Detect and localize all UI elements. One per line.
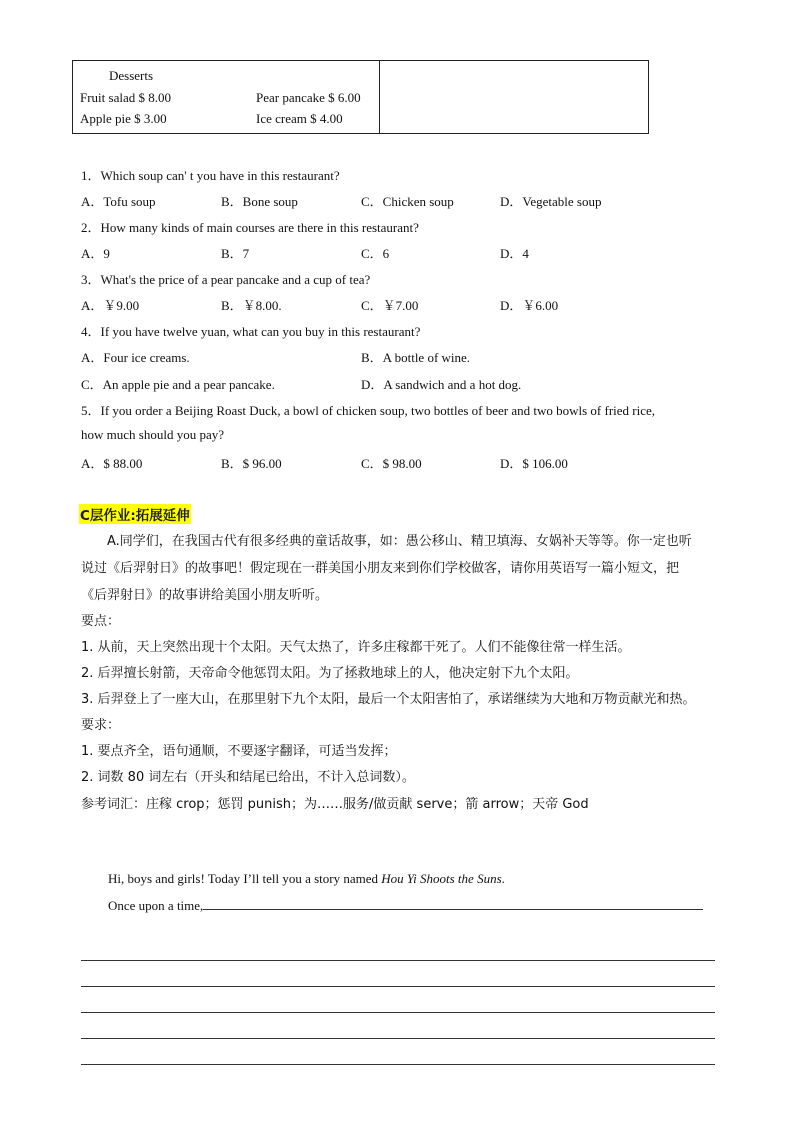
intro-line-1: A.同学们，在我国古代有很多经典的童话故事，如：愚公移山、精卫填海、女娲补天等等。你一定也听 [107, 534, 692, 549]
option-5d: D．$ 106.00 [500, 456, 568, 471]
option-1d: D．Vegetable soup [500, 194, 602, 209]
point-3: 3. 后羿登上了一座大山，在那里射下九个太阳，最后一个太阳害怕了，承诺继续为大地和万物贡献光和热。 [81, 692, 696, 707]
answer-line[interactable] [81, 1012, 715, 1013]
option-2d: D．4 [500, 246, 529, 261]
once-upon-line [108, 897, 703, 914]
requirements-label: 要求： [81, 718, 121, 733]
menu-table [72, 60, 649, 134]
menu-divider [379, 61, 380, 133]
vocab-line: 参考词汇：庄稼 crop；惩罚 punish；为……服务/做贡献 serve；箭 arrow；天帝 God [81, 797, 589, 812]
intro-line-2: 说过《后羿射日》的故事吧！假定现在一群美国小朋友来到你们学校做客，请你用英语写一篇小短文，把 [81, 561, 680, 576]
point-2: 2. 后羿擅长射箭，天帝命令他惩罚太阳。为了拯救地球上的人，他决定射下九个太阳。 [81, 666, 579, 681]
option-3a: A．￥9.00 [81, 298, 140, 313]
question-3: 3．What's the price of a pear pancake and a cup of tea? [81, 272, 371, 287]
option-4c: C．An apple pie and a pear pancake. [81, 377, 275, 392]
question-5-line2: how much should you pay? [81, 427, 224, 442]
option-2c: C．6 [361, 246, 390, 261]
requirement-1: 1. 要点齐全，语句通顺，不要逐字翻译，可适当发挥； [81, 744, 397, 759]
answer-line[interactable] [81, 960, 715, 961]
question-1: 1．Which soup can' t you have in this restaurant? [81, 168, 340, 183]
menu-item: Fruit salad $ 8.00 [80, 90, 171, 105]
option-1b: B．Bone soup [221, 194, 298, 209]
option-5a: A．$ 88.00 [81, 456, 143, 471]
points-label: 要点： [81, 614, 121, 629]
section-c-tag: C层作业:拓展延伸 [79, 504, 191, 524]
option-3d: D．￥6.00 [500, 298, 559, 313]
opening-suffix: . [501, 871, 505, 886]
option-3b: B．￥8.00. [221, 298, 282, 313]
option-4b: B．A bottle of wine. [361, 350, 471, 365]
answer-line[interactable] [81, 986, 715, 987]
answer-line[interactable] [81, 1038, 715, 1039]
menu-heading: Desserts [109, 68, 154, 83]
menu-item: Apple pie $ 3.00 [80, 111, 167, 126]
option-4a: A．Four ice creams. [81, 350, 190, 365]
story-title: Hou Yi Shoots the Suns [381, 871, 502, 886]
option-4d: D．A sandwich and a hot dog. [361, 377, 522, 392]
menu-item: Ice cream $ 4.00 [256, 111, 343, 126]
option-2b: B．7 [221, 246, 250, 261]
option-5b: B．$ 96.00 [221, 456, 282, 471]
requirement-2: 2. 词数 80 词左右（开头和结尾已给出，不计入总词数）。 [81, 770, 415, 785]
answer-blank-inline[interactable] [203, 897, 703, 910]
intro-line-3: 《后羿射日》的故事讲给美国小朋友听听。 [81, 588, 329, 603]
option-1c: C．Chicken soup [361, 194, 454, 209]
option-1a: A．Tofu soup [81, 194, 156, 209]
opening-prefix: Hi, boys and girls! Today I’ll tell you a story named [108, 871, 382, 886]
opening-sentence [108, 871, 505, 887]
option-2a: A．9 [81, 246, 110, 261]
point-1: 1. 从前，天上突然出现十个太阳。天气太热了，许多庄稼都干死了。人们不能像往常一样生活。 [81, 640, 631, 655]
question-2: 2．How many kinds of main courses are there in this restaurant? [81, 220, 419, 235]
answer-line[interactable] [81, 1064, 715, 1065]
once-upon-text: Once upon a time, [108, 898, 204, 913]
question-5-line1: 5．If you order a Beijing Roast Duck, a bowl of chicken soup, two bottles of beer and two bowls of fried rice, [81, 403, 656, 418]
option-3c: C．￥7.00 [361, 298, 419, 313]
option-5c: C．$ 98.00 [361, 456, 422, 471]
question-4: 4．If you have twelve yuan, what can you buy in this restaurant? [81, 324, 421, 339]
menu-item: Pear pancake $ 6.00 [256, 90, 361, 105]
